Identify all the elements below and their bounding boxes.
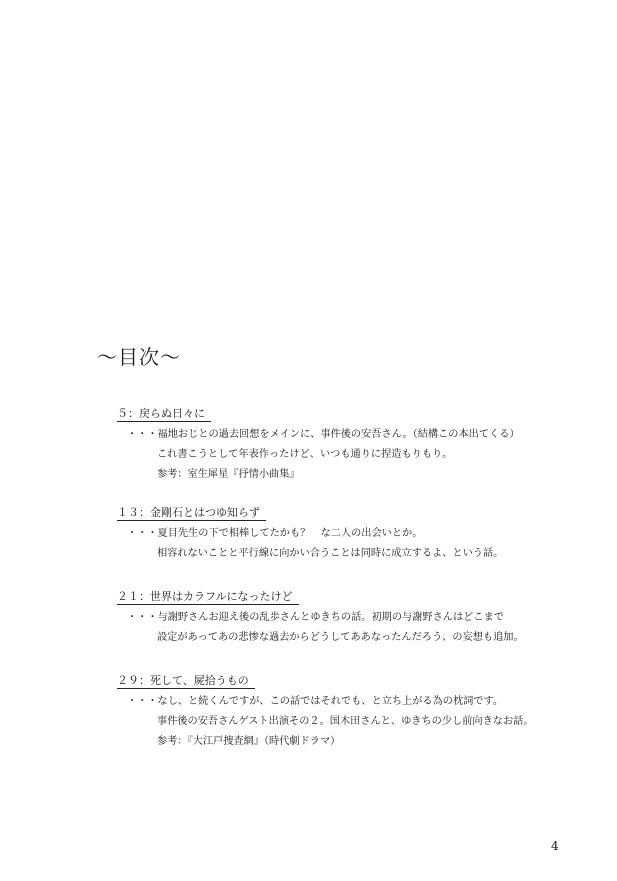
toc-entry-description: これ書こうとして年表作ったけど、いつも通りに捏造もりもり。 — [157, 449, 453, 460]
toc-entry-heading: ５：戻らぬ日々に — [117, 407, 211, 422]
toc-entry-heading: ２９：死して、屍拾うもの — [117, 674, 255, 689]
page-title: 〜目次〜 — [97, 345, 181, 369]
toc-entry-description: ・・・福地おじとの過去回想をメインに、事件後の安吾さん。（結構この本出てくる） — [127, 429, 520, 440]
toc-entry — [117, 669, 557, 749]
toc-entry-heading: ２１：世界はカラフルになったけど — [117, 590, 299, 605]
toc-entry-description: ・・・与謝野さんお迎え後の乱歩さんとゆきちの話。初期の与謝野さんはどこまで — [127, 612, 504, 623]
toc-entry-description: ・・・なし、と続くんですが、この話ではそれでも、と立ち上がる為の枕詞です。 — [127, 696, 504, 707]
page-number: 4 — [551, 839, 559, 853]
toc-entry-description: 設定があってあの悲惨な過去からどうしてああなったんだろう、の妄想も追加。 — [157, 632, 524, 643]
toc-entry — [117, 501, 557, 561]
toc-entry — [117, 585, 557, 645]
toc-entry-description: 事件後の安吾さんゲスト出演その２。国木田さんと、ゆきちの少し前向きなお話。 — [157, 716, 534, 727]
toc-entry-reference: 参考：室生犀星『抒情小曲集』 — [157, 469, 300, 480]
toc-entry-description: ・・・夏目先生の下で相棒してたかも？ な二人の出会いとか。 — [127, 528, 423, 539]
toc-entry — [117, 402, 557, 482]
toc-entry-description: 相容れないことと平行線に向かい合うことは同時に成立するよ、という話。 — [157, 548, 504, 559]
toc-entry-reference: 参考：『大江戸捜査網』（時代劇ドラマ） — [157, 736, 341, 747]
toc-entry-heading: １３：金剛石とはつゆ知らず — [117, 506, 266, 521]
